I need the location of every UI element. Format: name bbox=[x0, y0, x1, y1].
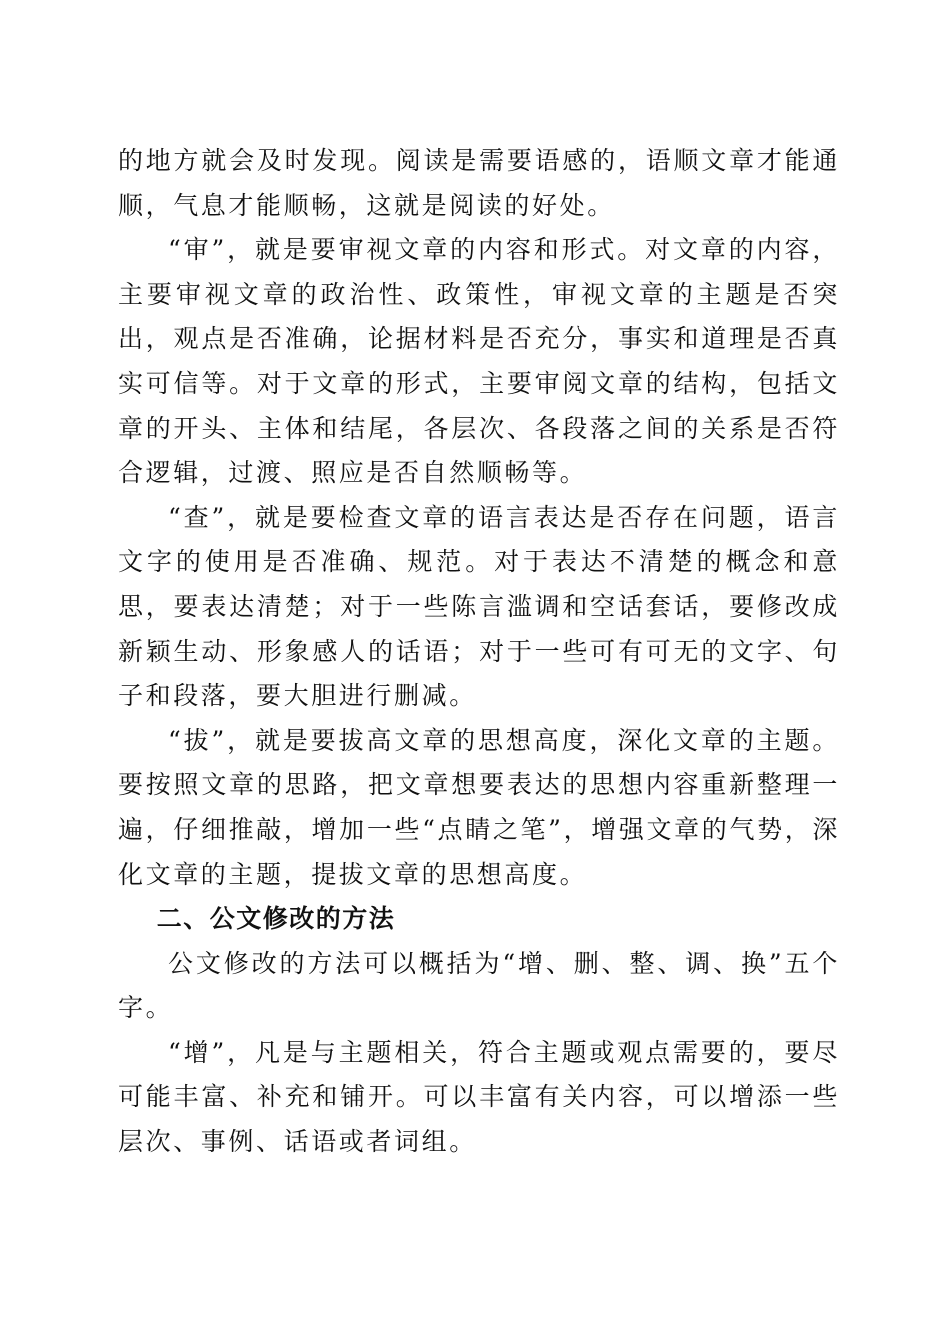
section-heading: 二、公文修改的方法 bbox=[156, 904, 396, 934]
paragraph-cha: “查”，就是要检查文章的语言表达是否存在问题，语言文字的使用是否准确、规范。对于表达不清楚的概念和意思，要表达清楚；对于一些陈言滥调和空话套话，要修改成新颖生动、形象感人的话语；对于一些可有可无的文字、句子和段落，要大胆进行删减。 bbox=[118, 502, 840, 711]
document-body bbox=[118, 139, 840, 1165]
paragraph-continuation: 的地方就会及时发现。阅读是需要语感的，语顺文章才能通顺，气息才能顺畅，这就是阅读的好处。 bbox=[118, 146, 840, 220]
paragraph-methods-intro: 公文修改的方法可以概括为“增、删、整、调、换”五个字。 bbox=[118, 948, 840, 1023]
paragraph-shen: “审”，就是要审视文章的内容和形式。对文章的内容，主要审视文章的政治性、政策性，审视文章的主题是否突出，观点是否准确，论据材料是否充分，事实和道理是否真实可信等。对于文章的形式，主要审阅文章的结构，包括文章的开头、主体和结尾，各层次、各段落之间的关系是否符合逻辑，过渡、照应是否自然顺畅等。 bbox=[118, 235, 840, 488]
paragraph-ba: “拔”，就是要拔高文章的思想高度，深化文章的主题。要按照文章的思路，把文章想要表达的思想内容重新整理一遍，仔细推敲，增加一些“点睛之笔”，增强文章的气势，深化文章的主题，提拔文章的思想高度。 bbox=[118, 725, 840, 889]
paragraph-zeng: “增”，凡是与主题相关，符合主题或观点需要的，要尽可能丰富、补充和铺开。可以丰富有关内容，可以增添一些层次、事例、话语或者词组。 bbox=[118, 1037, 840, 1157]
